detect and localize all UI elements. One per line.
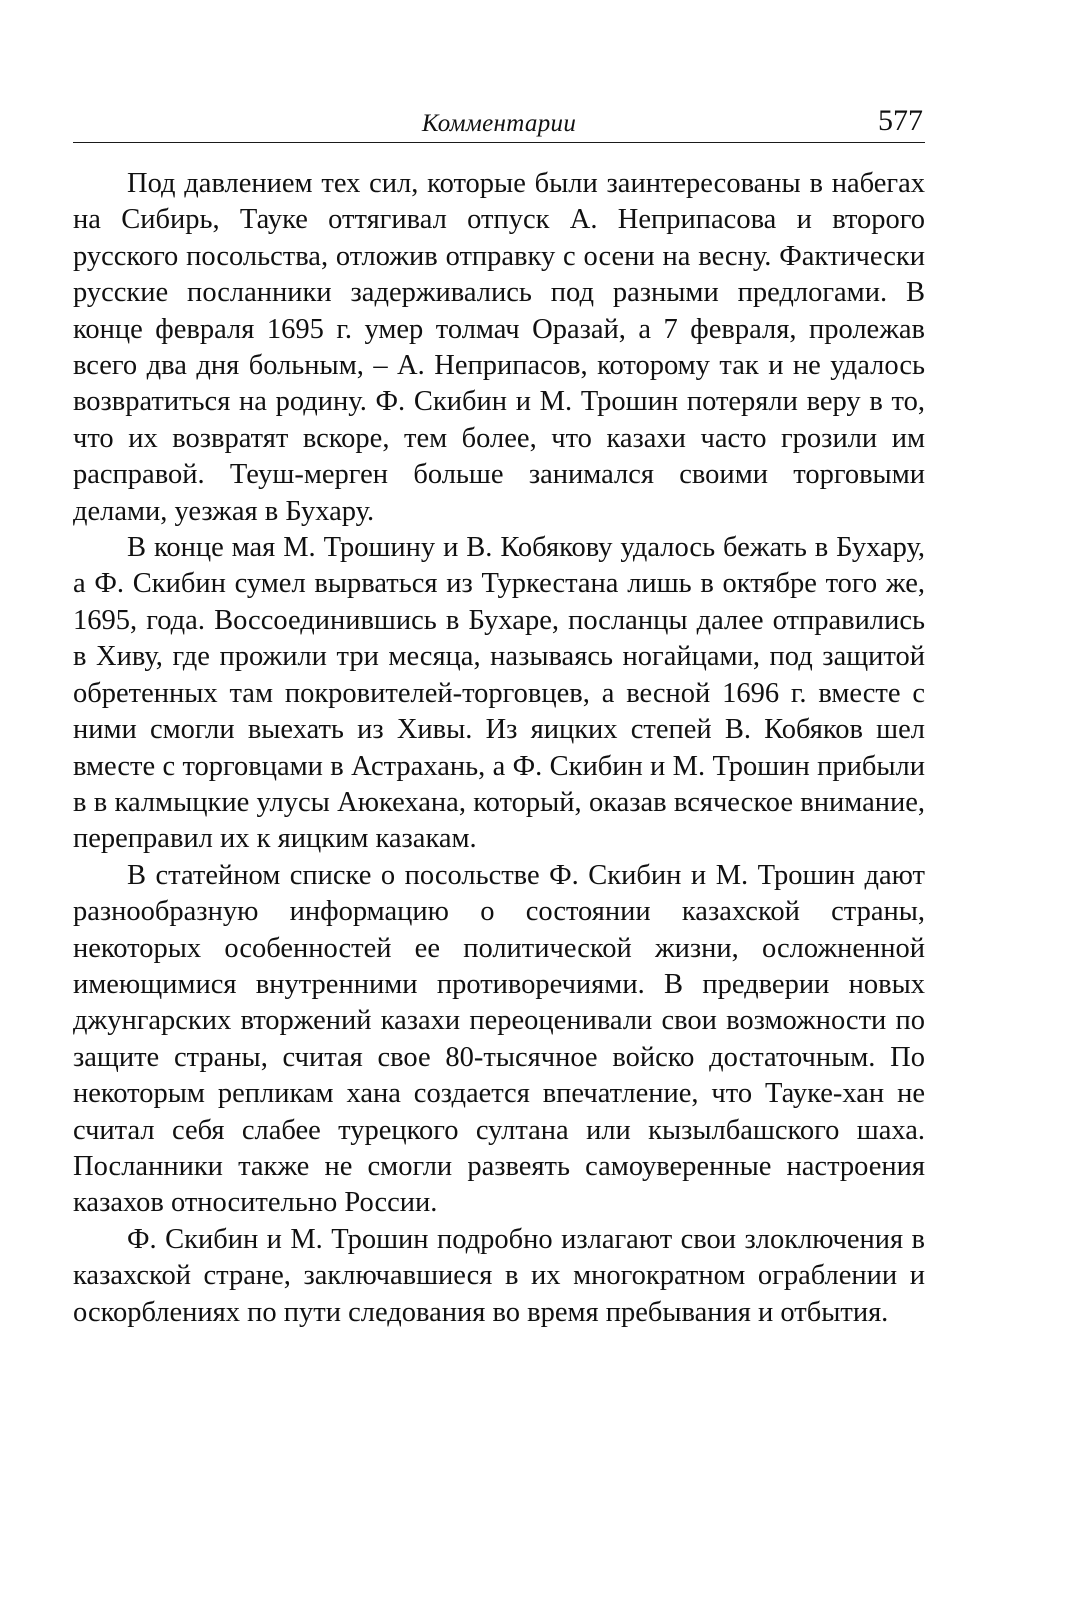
body-text <box>73 166 925 1331</box>
page-header <box>73 96 925 143</box>
paragraph-1: Под давлением тех сил, которые были заинтересованы в набегах на Сибирь, Тауке оттягивал отпуск А. Неприпасова и второго русского посольства, отложив отправку с осени на весну. Фактически русские посланники задерживались под разными предлогами. В конце февраля 1695 г. умер толмач Оразай, а 7 февраля, пролежав всего два дня больным, – А. Неприпасов, которому так и не удалось возвратиться на родину. Ф. Скибин и М. Трошин потеряли веру в то, что их возвратят вскоре, тем более, что казахи часто грозили им расправой. Теуш-мерген больше занимался своими торговыми делами, уезжая в Бухару. <box>73 168 925 527</box>
paragraph-4: Ф. Скибин и М. Трошин подробно излагают свои злоключения в казахской стране, заключавшиеся в их многократном ограблении и оскорблениях по пути следования во время пребывания и отбытия. <box>73 1223 925 1328</box>
paragraph-3: В статейном списке о посольстве Ф. Скибин и М. Трошин дают разнообразную информацию о состоянии казахской страны, некоторых особенностей ее политической жизни, осложненной имеющимися внутренними противоречиями. В предверии новых джунгарских вторжений казахи переоценивали свои возможности по защите страны, считая свое 80-тысячное войско достаточным. По некоторым репликам хана создается впечатление, что Тауке-хан не считал себя слабее турецкого султана или кызылбашского шаха. Посланники также не смогли развеять самоуверенные настроения казахов относительно России. <box>73 859 925 1219</box>
running-title: Комментарии <box>421 110 577 137</box>
page-number: 577 <box>878 104 923 137</box>
paragraph-2: В конце мая М. Трошину и В. Кобякову удалось бежать в Бухару, а Ф. Скибин сумел вырваться из Туркестана лишь в октябре того же, 1695, года. Воссоединившись в Бухаре, посланцы далее отправились в Хиву, где прожили три месяца, называясь ногайцами, под защитой обретенных там покровителей-торговцев, а весной 1696 г. вместе с ними смогли выехать из Хивы. Из яицких степей В. Кобяков шел вместе с торговцами в Астрахань, а Ф. Скибин и М. Трошин прибыли в в калмыцкие улусы Аюкехана, который, оказав всяческое внимание, переправил их к яицким казакам. <box>73 532 925 855</box>
